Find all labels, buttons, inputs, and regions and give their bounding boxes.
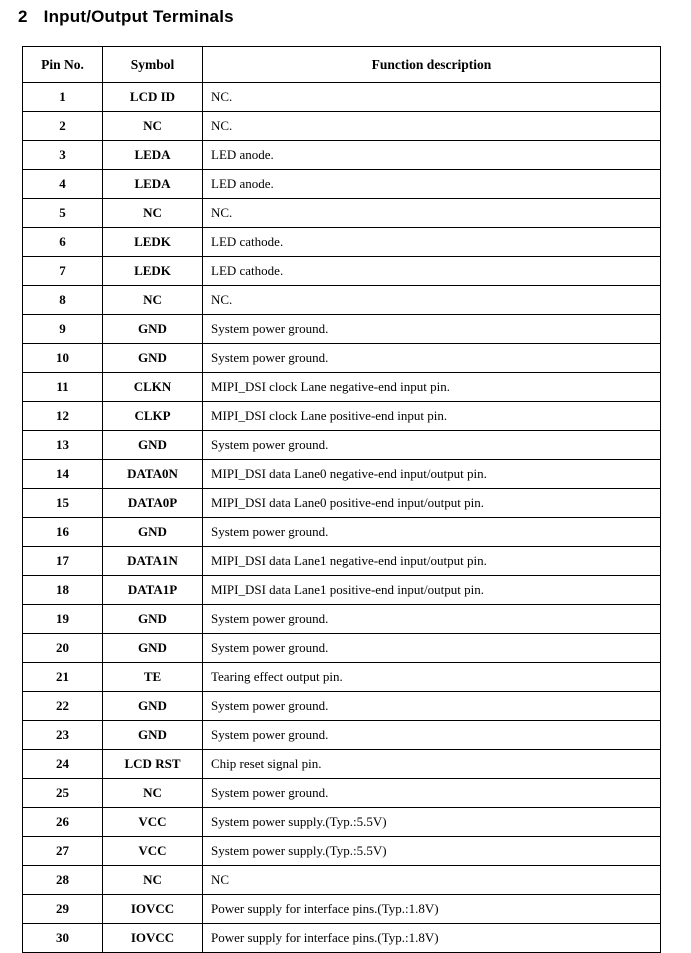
table-row <box>23 431 661 460</box>
function-description-cell: NC. <box>203 286 661 315</box>
symbol-cell: LCD RST <box>103 750 203 779</box>
function-description-cell: System power supply.(Typ.:5.5V) <box>203 837 661 866</box>
pin-number-cell: 16 <box>23 518 103 547</box>
pin-number-cell: 8 <box>23 286 103 315</box>
symbol-cell: LCD ID <box>103 83 203 112</box>
symbol-cell: GND <box>103 692 203 721</box>
pin-number-cell: 9 <box>23 315 103 344</box>
pin-number-cell: 20 <box>23 634 103 663</box>
function-description-cell: Tearing effect output pin. <box>203 663 661 692</box>
symbol-cell: IOVCC <box>103 895 203 924</box>
pin-number-cell: 12 <box>23 402 103 431</box>
table-row <box>23 489 661 518</box>
function-description-cell: LED cathode. <box>203 228 661 257</box>
table-row <box>23 112 661 141</box>
pin-number-cell: 3 <box>23 141 103 170</box>
table-row <box>23 402 661 431</box>
function-description-cell: System power supply.(Typ.:5.5V) <box>203 808 661 837</box>
pin-number-cell: 24 <box>23 750 103 779</box>
pin-number-cell: 7 <box>23 257 103 286</box>
function-description-cell: NC <box>203 866 661 895</box>
pin-number-cell: 17 <box>23 547 103 576</box>
table-row <box>23 605 661 634</box>
header-symbol: Symbol <box>103 47 203 83</box>
pin-number-cell: 28 <box>23 866 103 895</box>
table-row <box>23 286 661 315</box>
table-row <box>23 663 661 692</box>
symbol-cell: LEDK <box>103 257 203 286</box>
symbol-cell: NC <box>103 199 203 228</box>
function-description-cell: Chip reset signal pin. <box>203 750 661 779</box>
function-description-cell: System power ground. <box>203 634 661 663</box>
table-row <box>23 692 661 721</box>
pin-number-cell: 26 <box>23 808 103 837</box>
table-row <box>23 866 661 895</box>
symbol-cell: NC <box>103 286 203 315</box>
section-title-text: Input/Output Terminals <box>43 7 234 26</box>
function-description-cell: MIPI_DSI data Lane0 positive-end input/output pin. <box>203 489 661 518</box>
function-description-cell: MIPI_DSI data Lane1 negative-end input/output pin. <box>203 547 661 576</box>
pin-number-cell: 10 <box>23 344 103 373</box>
function-description-cell: MIPI_DSI clock Lane positive-end input pin. <box>203 402 661 431</box>
pin-number-cell: 21 <box>23 663 103 692</box>
function-description-cell: MIPI_DSI clock Lane negative-end input pin. <box>203 373 661 402</box>
table-row <box>23 837 661 866</box>
symbol-cell: CLKN <box>103 373 203 402</box>
io-terminals-table <box>22 46 661 953</box>
function-description-cell: System power ground. <box>203 692 661 721</box>
table-row <box>23 721 661 750</box>
symbol-cell: GND <box>103 721 203 750</box>
pin-number-cell: 15 <box>23 489 103 518</box>
symbol-cell: GND <box>103 634 203 663</box>
pin-number-cell: 19 <box>23 605 103 634</box>
pin-number-cell: 6 <box>23 228 103 257</box>
symbol-cell: DATA0P <box>103 489 203 518</box>
section-number: 2 <box>18 7 28 26</box>
symbol-cell: LEDA <box>103 170 203 199</box>
pin-number-cell: 29 <box>23 895 103 924</box>
function-description-cell: System power ground. <box>203 518 661 547</box>
symbol-cell: GND <box>103 431 203 460</box>
table-row <box>23 199 661 228</box>
symbol-cell: GND <box>103 518 203 547</box>
symbol-cell: DATA1P <box>103 576 203 605</box>
function-description-cell: MIPI_DSI data Lane0 negative-end input/output pin. <box>203 460 661 489</box>
document-page <box>0 6 691 945</box>
symbol-cell: DATA1N <box>103 547 203 576</box>
function-description-cell: System power ground. <box>203 721 661 750</box>
symbol-cell: CLKP <box>103 402 203 431</box>
table-row <box>23 750 661 779</box>
pin-number-cell: 25 <box>23 779 103 808</box>
page-title <box>18 6 691 28</box>
table-row <box>23 808 661 837</box>
table-row <box>23 373 661 402</box>
header-pin-no: Pin No. <box>23 47 103 83</box>
function-description-cell: NC. <box>203 83 661 112</box>
symbol-cell: NC <box>103 779 203 808</box>
pin-number-cell: 5 <box>23 199 103 228</box>
table-row <box>23 170 661 199</box>
function-description-cell: System power ground. <box>203 315 661 344</box>
function-description-cell: Power supply for interface pins.(Typ.:1.8V) <box>203 924 661 953</box>
function-description-cell: System power ground. <box>203 344 661 373</box>
pin-number-cell: 30 <box>23 924 103 953</box>
symbol-cell: LEDK <box>103 228 203 257</box>
table-row <box>23 83 661 112</box>
pin-number-cell: 23 <box>23 721 103 750</box>
table-row <box>23 228 661 257</box>
function-description-cell: MIPI_DSI data Lane1 positive-end input/output pin. <box>203 576 661 605</box>
table-row <box>23 634 661 663</box>
pin-number-cell: 13 <box>23 431 103 460</box>
table-row <box>23 547 661 576</box>
table-row <box>23 518 661 547</box>
symbol-cell: GND <box>103 344 203 373</box>
pin-number-cell: 27 <box>23 837 103 866</box>
table-row <box>23 344 661 373</box>
pin-number-cell: 4 <box>23 170 103 199</box>
header-function-description: Function description <box>203 47 661 83</box>
table-row <box>23 924 661 953</box>
table-row <box>23 257 661 286</box>
function-description-cell: LED cathode. <box>203 257 661 286</box>
pin-number-cell: 22 <box>23 692 103 721</box>
function-description-cell: LED anode. <box>203 141 661 170</box>
table-row <box>23 315 661 344</box>
symbol-cell: NC <box>103 112 203 141</box>
function-description-cell: NC. <box>203 112 661 141</box>
function-description-cell: Power supply for interface pins.(Typ.:1.8V) <box>203 895 661 924</box>
symbol-cell: IOVCC <box>103 924 203 953</box>
function-description-cell: System power ground. <box>203 605 661 634</box>
pin-number-cell: 14 <box>23 460 103 489</box>
symbol-cell: DATA0N <box>103 460 203 489</box>
table-row <box>23 141 661 170</box>
pin-number-cell: 2 <box>23 112 103 141</box>
table-row <box>23 460 661 489</box>
symbol-cell: LEDA <box>103 141 203 170</box>
symbol-cell: GND <box>103 605 203 634</box>
function-description-cell: System power ground. <box>203 431 661 460</box>
function-description-cell: LED anode. <box>203 170 661 199</box>
function-description-cell: System power ground. <box>203 779 661 808</box>
pin-number-cell: 11 <box>23 373 103 402</box>
table-header-row <box>23 47 661 83</box>
table-row <box>23 895 661 924</box>
pin-number-cell: 18 <box>23 576 103 605</box>
table-row <box>23 576 661 605</box>
symbol-cell: TE <box>103 663 203 692</box>
symbol-cell: GND <box>103 315 203 344</box>
symbol-cell: VCC <box>103 808 203 837</box>
function-description-cell: NC. <box>203 199 661 228</box>
symbol-cell: VCC <box>103 837 203 866</box>
pin-number-cell: 1 <box>23 83 103 112</box>
symbol-cell: NC <box>103 866 203 895</box>
table-row <box>23 779 661 808</box>
